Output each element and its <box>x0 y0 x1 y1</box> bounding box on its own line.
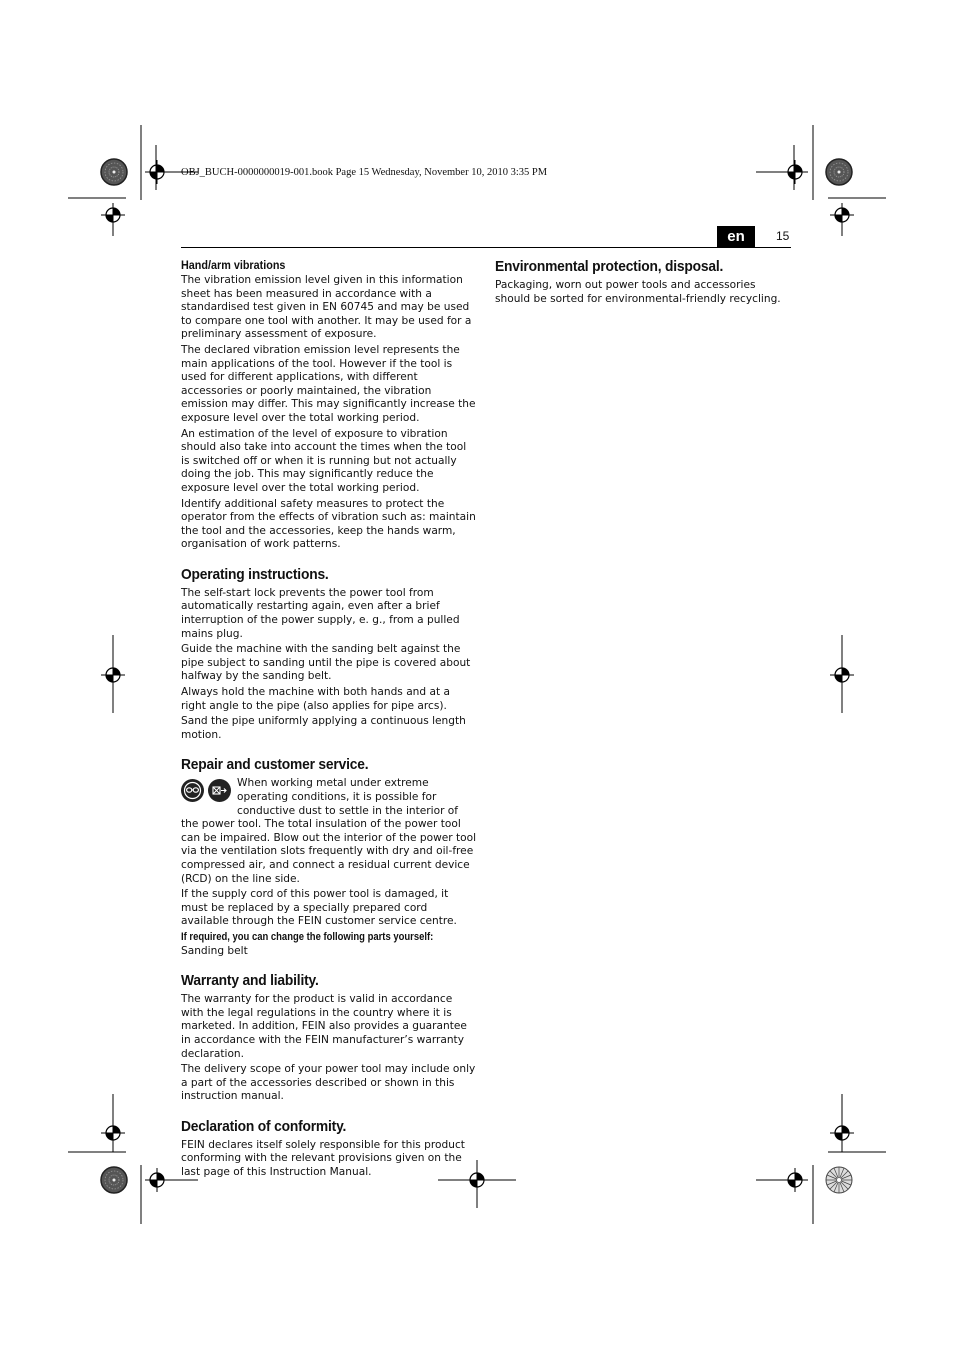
print-slug: OBJ_BUCH-0000000019-001.book Page 15 Wednesday, November 10, 2010 3:35 PM <box>181 167 548 178</box>
paragraph: The declared vibration emission level represents the main applications of the tool. However if the tool is used for different applications, with different accessories or poorly maintained, the vibration emission may differ. This may significantly increase the exposure level over the total working period. <box>181 343 476 424</box>
warranty-heading: Warranty and liability. <box>181 972 319 990</box>
repair-heading: Repair and customer service. <box>181 756 369 774</box>
parts-value: Sanding belt <box>181 944 248 957</box>
vibrations-heading: Hand/arm vibrations <box>181 258 286 272</box>
paragraph: Sand the pipe uniformly applying a continuous length motion. <box>181 715 466 741</box>
conformity-heading: Declaration of conformity. <box>181 1117 347 1135</box>
operating-heading: Operating instructions. <box>181 565 329 583</box>
paragraph: The warranty for the product is valid in accordance with the legal regulations in the country where it is marketed. In addition, FEIN also provides a guarantee in accordance with the FEIN manufacturer’s warranty declaration. <box>181 993 467 1060</box>
paragraph: When working metal under extreme operating conditions, it is possible for conductive dust to settle in the interior of the power tool. The total insulation of the power tool can be impaired. Blow out the interior of the power tool via the ventilation slots frequently with dry and oil-free compressed air, and connect a residual current device (RCD) on the line side. <box>181 777 477 885</box>
parts-label: If required, you can change the following parts yourself: <box>181 930 434 943</box>
paragraph: Packaging, worn out power tools and accessories should be sorted for environmental-friendly recycling. <box>495 279 781 305</box>
page-number: 15 <box>776 229 790 243</box>
paragraph: Always hold the machine with both hands and at a right angle to the pipe (also applies for pipe arcs). <box>181 686 450 712</box>
paragraph: FEIN declares itself solely responsible for this product conforming with the relevant provisions given on the last page of this Instruction Manual. <box>181 1138 465 1179</box>
paragraph: The vibration emission level given in this information sheet has been measured in accordance with a standardised test given in EN 60745 and may be used to compare one tool with another. It may be used for a preliminary assessment of exposure. <box>181 274 472 341</box>
environment-heading: Environmental protection, disposal. <box>495 258 724 275</box>
language-badge: en <box>717 226 755 247</box>
paragraph: If the supply cord of this power tool is damaged, it must be replaced by a specially prepared cord available through the FEIN customer service centre. <box>181 888 457 928</box>
paragraph: The delivery scope of your power tool may include only a part of the accessories described or shown in this instruction manual. <box>181 1063 476 1103</box>
paragraph: An estimation of the level of exposure to vibration should also take into account the times when the tool is switched off or when it is running but not actually doing the job. This may significantly reduce the exposure level over the total working period. <box>181 427 467 494</box>
paragraph: Guide the machine with the sanding belt against the pipe subject to sanding until the pipe is covered about halfway by the sanding belt. <box>181 643 471 683</box>
paragraph: The self-start lock prevents the power tool from automatically restarting again, even after a brief interruption of the power supply, e. g., from a pulled mains plug. <box>181 586 460 640</box>
paragraph: Identify additional safety measures to protect the operator from the effects of vibration such as: maintain the tool and the accessories, keep the hands warm, organisation of work patterns. <box>181 497 476 551</box>
